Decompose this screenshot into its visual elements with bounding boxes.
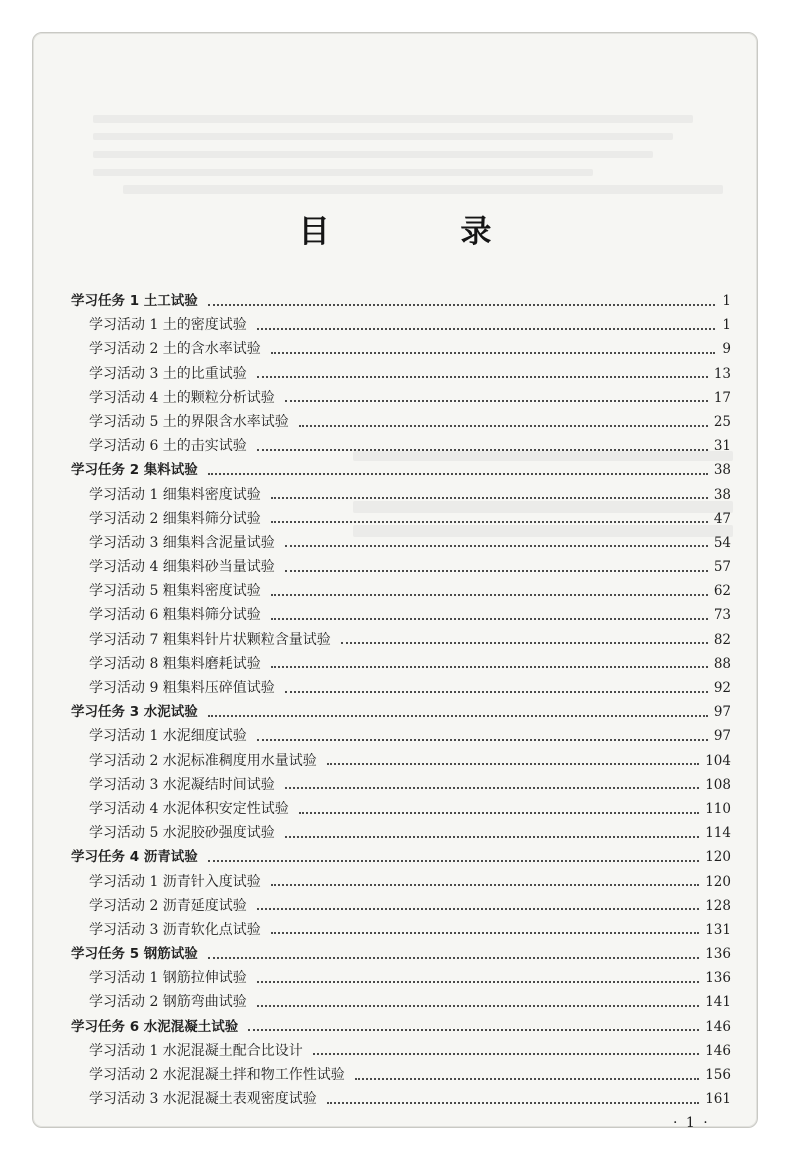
show-through-mark (93, 169, 593, 176)
toc-page-number: 1 (722, 293, 731, 309)
toc-page-number: 92 (713, 680, 731, 696)
toc-page-number: 97 (713, 728, 731, 745)
toc-activity-entry (71, 434, 731, 458)
toc-activity-entry (71, 628, 731, 652)
toc-activity-entry (71, 362, 731, 386)
toc-activity-entry (71, 313, 731, 337)
dot-leader (208, 472, 708, 475)
dot-leader (271, 496, 708, 499)
toc-page-number: 136 (705, 970, 731, 987)
toc-page-number: 38 (713, 462, 731, 479)
toc-entry-label: 学习任务 4 沥青试验 (71, 849, 198, 866)
toc-entry-label: 学习活动 3 沥青软化点试验 (89, 921, 261, 938)
toc-entry-label: 学习活动 1 钢筋拉伸试验 (89, 970, 247, 987)
toc-activity-entry (71, 555, 731, 579)
toc-page-number: 136 (705, 946, 731, 963)
toc-entry-label: 学习任务 6 水泥混凝土试验 (71, 1018, 239, 1035)
toc-entry-label: 学习活动 8 粗集料磨耗试验 (89, 655, 261, 672)
toc-activity-entry (71, 1039, 731, 1063)
dot-leader (285, 835, 699, 838)
toc-entry-label: 学习活动 6 粗集料筛分试验 (89, 607, 261, 624)
toc-activity-entry (71, 990, 731, 1014)
toc-page-number: 146 (705, 1018, 731, 1035)
toc-task-entry (71, 1015, 731, 1039)
toc-task-entry (71, 942, 731, 966)
toc-entry-label: 学习活动 7 粗集料针片状颗粒含量试验 (89, 631, 331, 648)
dot-leader (271, 665, 708, 668)
toc-activity-entry (71, 1087, 731, 1111)
toc-activity-entry (71, 386, 731, 410)
toc-page-number: 38 (713, 486, 731, 503)
toc-page-number: 114 (705, 825, 731, 842)
dot-leader (299, 811, 699, 814)
toc-activity-entry (71, 966, 731, 990)
toc-entry-label: 学习任务 5 钢筋试验 (71, 946, 198, 963)
toc-activity-entry (71, 337, 731, 361)
toc-page-number: 131 (705, 921, 731, 938)
dot-leader (285, 786, 699, 789)
toc-page-number: 25 (713, 413, 731, 430)
dot-leader (208, 956, 699, 959)
toc-entry-label: 学习活动 2 细集料筛分试验 (89, 510, 261, 527)
dot-leader (248, 1028, 699, 1031)
toc-page-number: 128 (705, 897, 731, 914)
dot-leader (257, 448, 708, 451)
dot-leader (341, 641, 708, 644)
dot-leader (208, 859, 699, 862)
dot-leader (327, 762, 699, 765)
dot-leader (355, 1077, 699, 1080)
show-through-mark (93, 133, 673, 140)
table-of-contents (71, 289, 731, 1111)
dot-leader (327, 1101, 699, 1104)
toc-entry-label: 学习活动 1 水泥混凝土配合比设计 (89, 1042, 303, 1059)
toc-entry-label: 学习活动 2 沥青延度试验 (89, 897, 247, 914)
toc-activity-entry (71, 531, 731, 555)
dot-leader (285, 544, 708, 547)
toc-page-number: 13 (713, 365, 731, 382)
dot-leader (271, 520, 708, 523)
toc-entry-label: 学习活动 4 土的颗粒分析试验 (89, 389, 275, 406)
toc-page-number: 73 (713, 607, 731, 624)
toc-entry-label: 学习活动 6 土的击实试验 (89, 438, 247, 455)
toc-activity-entry (71, 579, 731, 603)
toc-activity-entry (71, 870, 731, 894)
toc-activity-entry (71, 749, 731, 773)
toc-activity-entry (71, 724, 731, 748)
dot-leader (271, 883, 699, 886)
toc-entry-label: 学习活动 2 水泥标准稠度用水量试验 (89, 752, 317, 769)
toc-page-number: 9 (722, 341, 731, 358)
toc-activity-entry (71, 483, 731, 507)
dot-leader (257, 907, 699, 910)
toc-entry-label: 学习活动 5 水泥胶砂强度试验 (89, 825, 275, 842)
toc-task-entry (71, 458, 731, 482)
toc-activity-entry (71, 821, 731, 845)
dot-leader (257, 1004, 699, 1007)
toc-activity-entry (71, 773, 731, 797)
toc-page-number: 141 (705, 994, 731, 1011)
toc-activity-entry (71, 797, 731, 821)
toc-entry-label: 学习活动 3 土的比重试验 (89, 365, 247, 382)
toc-entry-label: 学习任务 1 土工试验 (71, 293, 198, 309)
dot-leader (285, 399, 708, 402)
toc-page-number: 108 (705, 776, 731, 793)
dot-leader (257, 738, 708, 741)
show-through-mark (93, 151, 653, 158)
toc-page-number: 161 (705, 1091, 731, 1108)
toc-entry-label: 学习活动 1 水泥细度试验 (89, 728, 247, 745)
dot-leader (271, 593, 708, 596)
toc-entry-label: 学习活动 4 水泥体积安定性试验 (89, 800, 289, 817)
dot-leader (271, 617, 708, 620)
toc-entry-label: 学习任务 2 集料试验 (71, 462, 198, 479)
show-through-mark (123, 185, 723, 194)
document-page (32, 32, 758, 1128)
dot-leader (285, 569, 708, 572)
toc-entry-label: 学习活动 2 钢筋弯曲试验 (89, 994, 247, 1011)
toc-entry-label: 学习活动 2 土的含水率试验 (89, 341, 261, 358)
toc-page-number: 146 (705, 1042, 731, 1059)
toc-page-number: 97 (713, 704, 731, 721)
toc-page-number: 88 (713, 655, 731, 672)
dot-leader (257, 375, 708, 378)
toc-page-number: 104 (705, 752, 731, 769)
dot-leader (257, 327, 715, 330)
toc-entry-label: 学习活动 4 细集料砂当量试验 (89, 559, 275, 576)
toc-page-number: 120 (705, 873, 731, 890)
toc-page-number: 54 (713, 534, 731, 551)
toc-entry-label: 学习活动 3 水泥混凝土表观密度试验 (89, 1091, 317, 1108)
toc-activity-entry (71, 652, 731, 676)
toc-entry-label: 学习活动 5 粗集料密度试验 (89, 583, 261, 600)
toc-title: 目 录 (298, 214, 552, 250)
toc-page-number: 31 (713, 438, 731, 455)
toc-page-number: 156 (705, 1067, 731, 1083)
toc-page-number: 62 (713, 583, 731, 600)
toc-entry-label: 学习活动 2 水泥混凝土拌和物工作性试验 (89, 1067, 345, 1083)
dot-leader (271, 931, 699, 934)
dot-leader (208, 303, 715, 306)
toc-activity-entry (71, 507, 731, 531)
toc-entry-label: 学习活动 9 粗集料压碎值试验 (89, 680, 275, 696)
show-through-mark (93, 115, 693, 123)
toc-entry-label: 学习活动 5 土的界限含水率试验 (89, 413, 289, 430)
dot-leader (313, 1052, 699, 1055)
toc-page-number: 1 (722, 317, 731, 334)
toc-task-entry (71, 845, 731, 869)
dot-leader (208, 714, 708, 717)
toc-entry-label: 学习活动 1 土的密度试验 (89, 317, 247, 334)
toc-page-number: 120 (705, 849, 731, 866)
dot-leader (257, 980, 699, 983)
dot-leader (299, 424, 708, 427)
toc-page-number: 110 (705, 800, 731, 817)
toc-entry-label: 学习任务 3 水泥试验 (71, 704, 198, 721)
toc-page-number: 17 (713, 389, 731, 406)
toc-task-entry (71, 700, 731, 724)
page-folio: · 1 · (673, 1115, 710, 1128)
dot-leader (271, 351, 715, 354)
toc-entry-label: 学习活动 1 沥青针入度试验 (89, 873, 261, 890)
toc-entry-label: 学习活动 3 水泥凝结时间试验 (89, 776, 275, 793)
toc-activity-entry (71, 410, 731, 434)
dot-leader (285, 690, 708, 693)
toc-entry-label: 学习活动 1 细集料密度试验 (89, 486, 261, 503)
toc-page-number: 57 (713, 559, 731, 576)
toc-page-number: 47 (713, 510, 731, 527)
toc-activity-entry (71, 918, 731, 942)
toc-activity-entry (71, 676, 731, 700)
toc-activity-entry (71, 1063, 731, 1087)
toc-activity-entry (71, 894, 731, 918)
toc-entry-label: 学习活动 3 细集料含泥量试验 (89, 534, 275, 551)
toc-activity-entry (71, 603, 731, 627)
toc-task-entry (71, 289, 731, 313)
toc-page-number: 82 (713, 631, 731, 648)
